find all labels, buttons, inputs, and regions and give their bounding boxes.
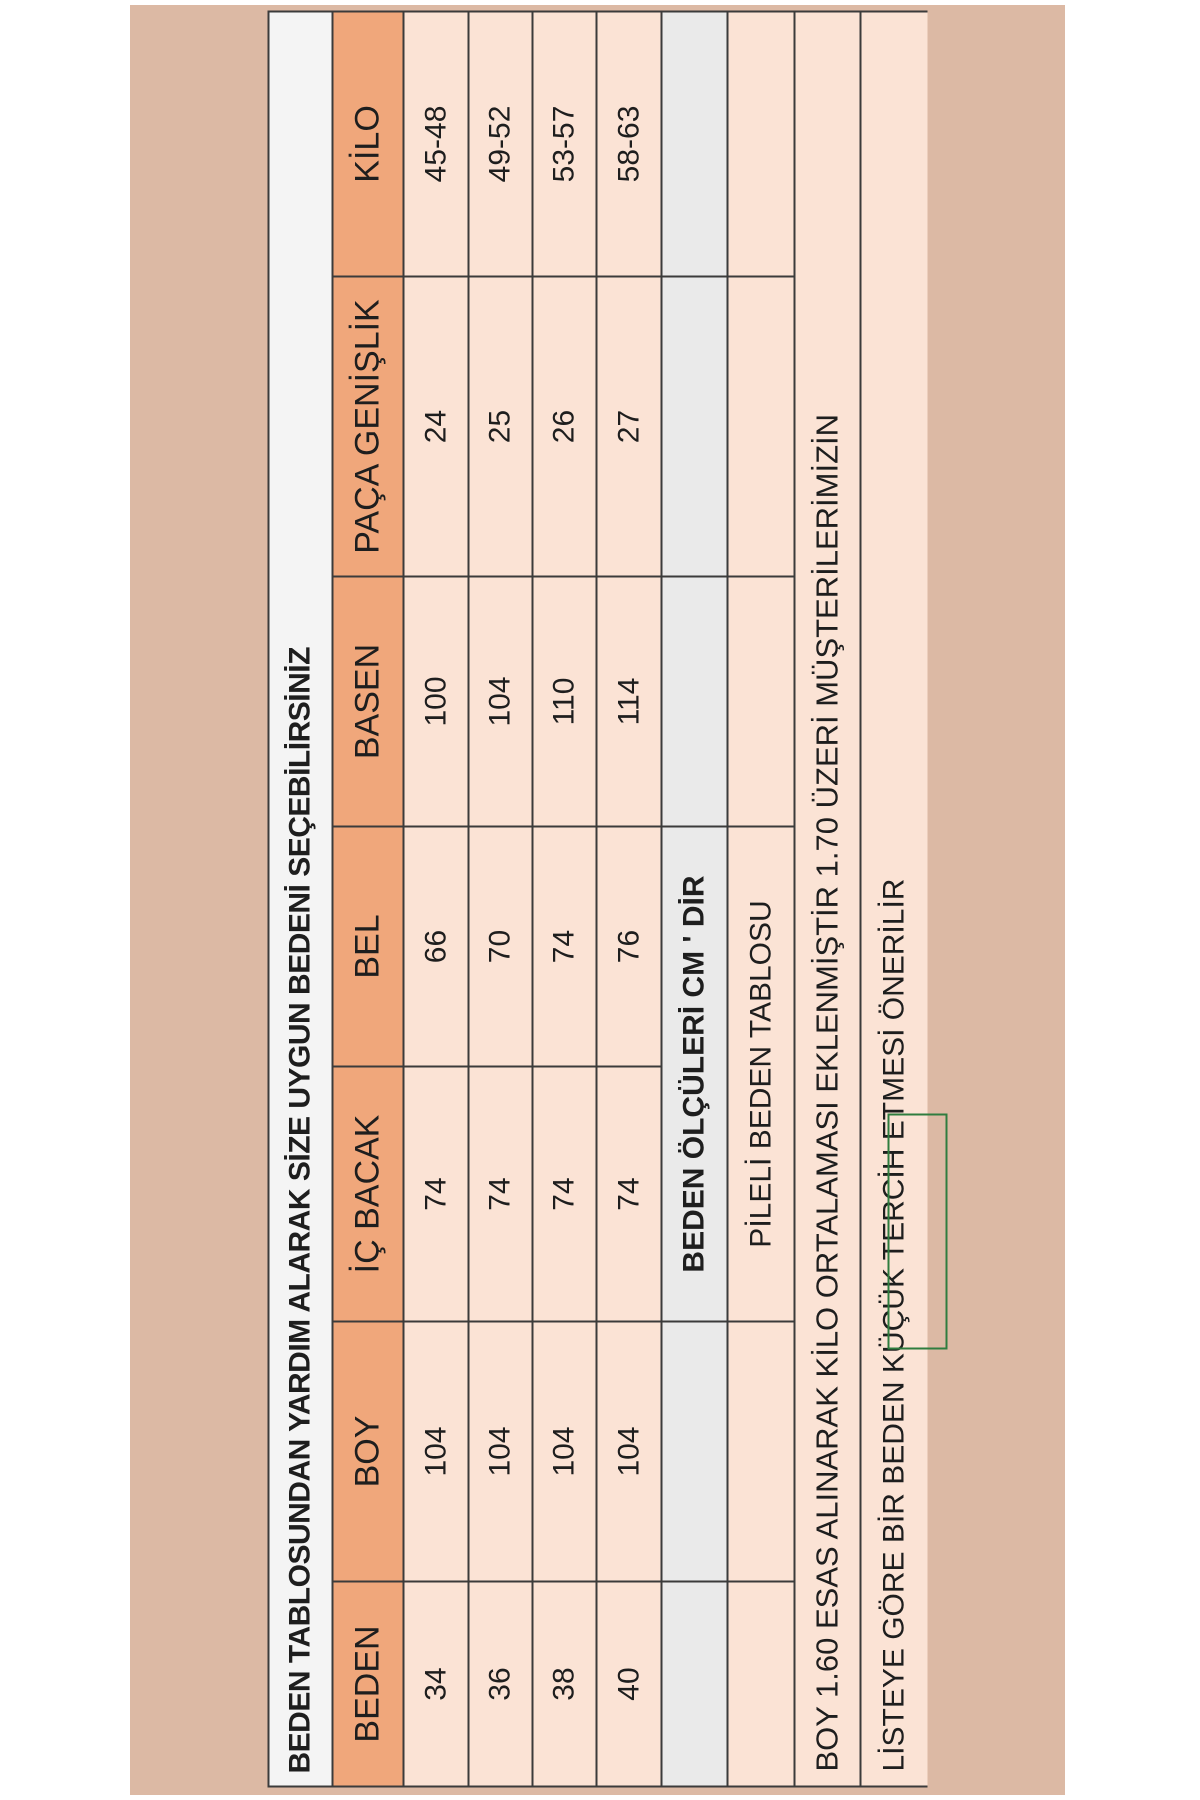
cell-paca-genislik: 25 [468, 277, 532, 577]
table-row [597, 11, 661, 1786]
cell-bel: 66 [404, 827, 468, 1067]
cell-ic-bacak: 74 [597, 1067, 661, 1322]
cell-beden: 36 [468, 1582, 532, 1787]
cell-basen: 104 [468, 577, 532, 827]
units-left-cell [661, 1582, 728, 1787]
cell-basen: 100 [404, 577, 468, 827]
table-row [468, 11, 532, 1786]
selection-highlight-box [888, 1114, 948, 1350]
note-row [794, 11, 861, 1786]
header-row [333, 11, 404, 1786]
cell-beden: 38 [533, 1582, 597, 1787]
table-name: PİLELİ BEDEN TABLOSU [728, 827, 795, 1322]
cell-bel: 74 [533, 827, 597, 1067]
header-paca-genislik: PAÇA GENİŞLİK [333, 277, 404, 577]
units-note: BEDEN ÖLÇÜLERİ CM ' DİR [661, 827, 728, 1322]
cell-basen: 110 [533, 577, 597, 827]
note-row [861, 11, 928, 1786]
image-frame [130, 5, 1065, 1795]
cell-paca-genislik: 26 [533, 277, 597, 577]
cell-kilo: 58-63 [597, 11, 661, 276]
note-line-2: LİSTEYE GÖRE BİR BEDEN KÜÇÜK TERCİH ETMESİ ÖNERİLİR [861, 11, 928, 1786]
cell-beden: 34 [404, 1582, 468, 1787]
cell-ic-bacak: 74 [468, 1067, 532, 1322]
units-spacer-cell [661, 1322, 728, 1582]
pileli-spacer-cell [728, 1322, 795, 1582]
cell-basen: 114 [597, 577, 661, 827]
cell-boy: 104 [468, 1322, 532, 1582]
note-line-1: BOY 1.60 ESAS ALINARAK KİLO ORTALAMASI EKLENMİŞTİR 1.70 ÜZERİ MÜŞTERİLERİMİZİN [794, 11, 861, 1786]
cell-bel: 76 [597, 827, 661, 1067]
pileli-right-cell [728, 11, 795, 276]
cell-ic-bacak: 74 [404, 1067, 468, 1322]
cell-boy: 104 [404, 1322, 468, 1582]
units-right-cell [661, 11, 728, 276]
pileli-left-cell [728, 1582, 795, 1787]
table-row [404, 11, 468, 1786]
chart-title: BEDEN TABLOSUNDAN YARDIM ALARAK SİZE UYGUN BEDENİ SEÇEBİLİRSİNİZ [269, 11, 333, 1786]
size-chart-sheet [268, 13, 928, 1788]
table-row [533, 11, 597, 1786]
cell-kilo: 49-52 [468, 11, 532, 276]
cell-boy: 104 [533, 1322, 597, 1582]
cell-ic-bacak: 74 [533, 1067, 597, 1322]
size-chart-table [268, 10, 928, 1787]
header-basen: BASEN [333, 577, 404, 827]
cell-kilo: 53-57 [533, 11, 597, 276]
pileli-right-cell [728, 277, 795, 577]
header-boy: BOY [333, 1322, 404, 1582]
units-row [661, 11, 728, 1786]
units-right-cell [661, 277, 728, 577]
header-kilo: KİLO [333, 11, 404, 276]
header-beden: BEDEN [333, 1582, 404, 1787]
cell-kilo: 45-48 [404, 11, 468, 276]
cell-boy: 104 [597, 1322, 661, 1582]
cell-paca-genislik: 24 [404, 277, 468, 577]
cell-beden: 40 [597, 1582, 661, 1787]
table-name-row [728, 11, 795, 1786]
cell-bel: 70 [468, 827, 532, 1067]
header-ic-bacak: İÇ BACAK [333, 1067, 404, 1322]
pileli-right-cell [728, 577, 795, 827]
units-right-cell [661, 577, 728, 827]
cell-paca-genislik: 27 [597, 277, 661, 577]
header-bel: BEL [333, 827, 404, 1067]
